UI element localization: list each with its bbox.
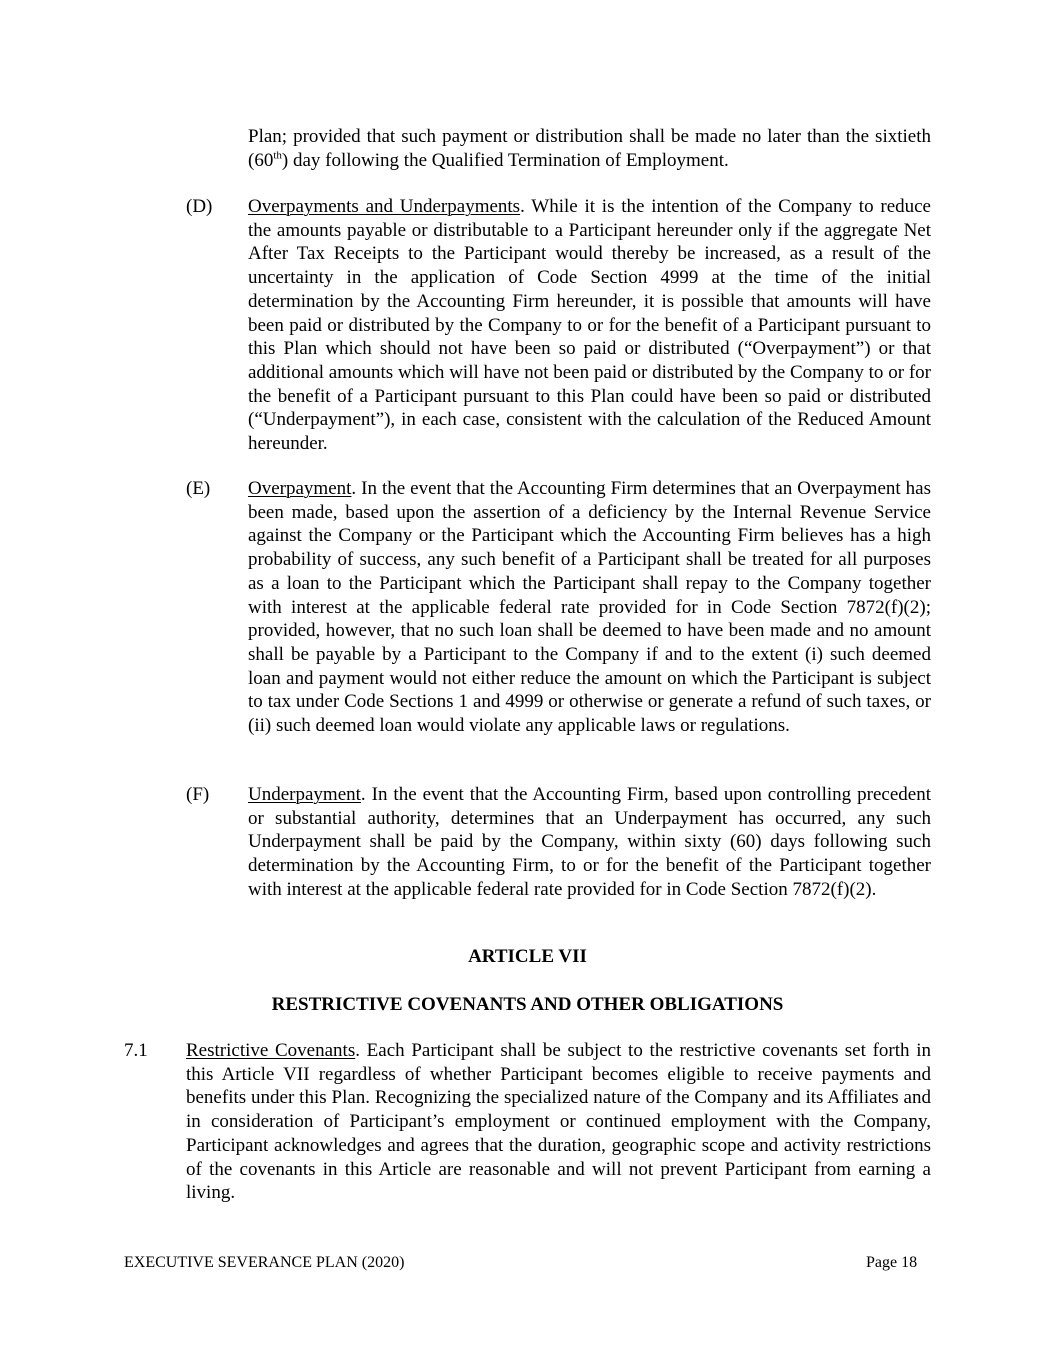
section-d-paragraph xyxy=(248,195,931,456)
article-number-heading: ARTICLE VII xyxy=(468,946,587,967)
clause-7-1-label: 7.1 xyxy=(124,1040,148,1061)
footer-document-title: EXECUTIVE SEVERANCE PLAN (2020) xyxy=(124,1254,405,1271)
section-f-label: (F) xyxy=(186,784,210,805)
section-e-label: (E) xyxy=(186,478,211,499)
continuation-paragraph xyxy=(248,125,931,172)
continuation-text-start: Plan; provided that such payment or distribution shall be made no later than the sixtieth (60 xyxy=(248,126,931,171)
continuation-text-end: ) day following the Qualified Termination of Employment. xyxy=(281,149,729,171)
article-title-heading: RESTRICTIVE COVENANTS AND OTHER OBLIGATIONS xyxy=(271,994,784,1015)
ordinal-superscript: th xyxy=(273,149,282,162)
section-d-label: (D) xyxy=(186,196,213,217)
section-d-body: . While it is the intention of the Company to reduce the amounts payable or distributable to a Participant hereunder only if the aggregate Net After Tax Receipts to the Participant would thereby be increased, as a result of the uncertainty in the application of Code Section 4999 at the time of the initial determination by the Accounting Firm hereunder, it is possible that amounts will have been paid or distributed by the Company to or for the benefit of a Participant pursuant to this Plan which should not have been so paid or distributed (“Overpayment”) or that additional amounts which will have not been paid or distributed by the Company to or for the benefit of a Participant pursuant to this Plan could have been so paid or distributed (“Underpayment”), in each case, consistent with the calculation of the Reduced Amount hereunder. xyxy=(248,196,931,455)
clause-7-1-body: . Each Participant shall be subject to the restrictive covenants set forth in this Article VII regardless of whether Participant becomes eligible to receive payments and benefits under this Plan. Recognizing the specialized nature of the Company and its Affiliates and in consideration of Participant’s employment or continued employment with the Company, Participant acknowledges and agrees that the duration, geographic scope and activity restrictions of the covenants in this Article are reasonable and will not prevent Participant from earning a living. xyxy=(186,1040,931,1204)
section-d-title: Overpayments and Underpayments xyxy=(248,196,521,217)
section-e-body: . In the event that the Accounting Firm determines that an Overpayment has been made, based upon the assertion of a deficiency by the Internal Revenue Service against the Company or the Participant which the Accounting Firm believes has a high probability of success, any such benefit of a Participant shall be treated for all purposes as a loan to the Participant which the Participant shall repay to the Company together with interest at the applicable federal rate provided for in Code Section 7872(f)(2); provided, however, that no such loan shall be deemed to have been made and no amount shall be payable by a Participant to the Company if and to the extent (i) such deemed loan and payment would not either reduce the amount on which the Participant is subject to tax under Code Sections 1 and 4999 or otherwise or generate a refund of such taxes, or (ii) such deemed loan would violate any applicable laws or regulations. xyxy=(248,478,931,737)
section-f-paragraph xyxy=(248,783,931,902)
section-e-title: Overpayment xyxy=(248,478,352,499)
footer-page-number: Page 18 xyxy=(866,1254,918,1271)
section-e-paragraph xyxy=(248,477,931,738)
section-f-body: . In the event that the Accounting Firm, based upon controlling precedent or substantial authority, determines that an Underpayment has occurred, any such Underpayment shall be paid by the Company, within sixty (60) days following such determination by the Accounting Firm, to or for the benefit of the Participant together with interest at the applicable federal rate provided for in Code Section 7872(f)(2). xyxy=(248,784,931,900)
section-f-title: Underpayment xyxy=(248,784,361,805)
clause-7-1-title: Restrictive Covenants xyxy=(186,1040,356,1061)
clause-7-1-paragraph xyxy=(186,1039,931,1205)
